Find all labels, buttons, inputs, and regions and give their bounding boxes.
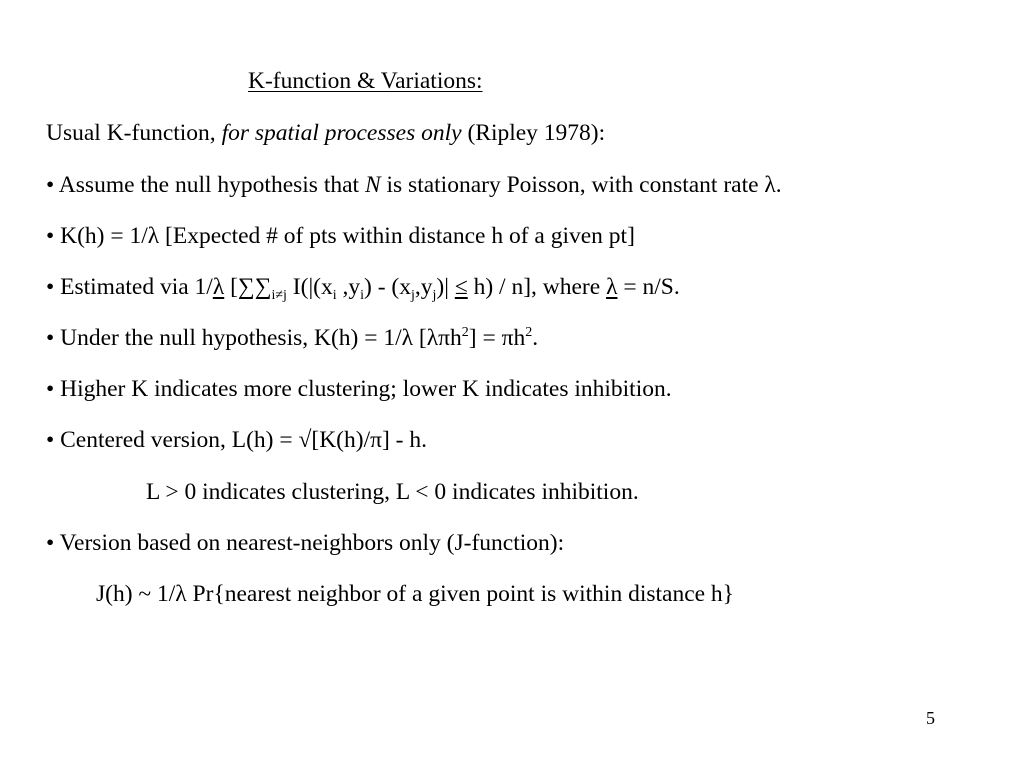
bullet-k-definition [46, 221, 635, 251]
b3-c: I(|(x [286, 274, 333, 300]
b4-c: . [532, 325, 539, 351]
b3-le: ≤ [454, 274, 468, 300]
bullet-nearest-neighbor [46, 528, 564, 558]
bullet1-variable: N [364, 172, 381, 198]
bullet1-suffix: is stationary Poisson, with constant rate λ. [380, 172, 782, 198]
b3-sub-j1: j [411, 288, 415, 303]
title-text: K-function & Variations: [248, 68, 483, 94]
b3-sub-j2: j [432, 288, 437, 303]
page-number: 5 [926, 708, 935, 728]
bullet2-text: • K(h) = 1/λ [Expected # of pts within distance h of a given pt] [46, 223, 635, 249]
centered-version-detail [146, 477, 639, 507]
bullet-estimator [46, 272, 680, 302]
bullet7-text: • Version based on nearest-neighbors only (J-function): [46, 530, 565, 556]
b3-sub-i1: i [332, 288, 337, 303]
bullet7-detail-text: J(h) ~ 1/λ Pr{nearest neighbor of a given point is within distance h} [96, 581, 734, 607]
bullet-centered-version [46, 425, 427, 455]
subtitle-line [46, 118, 605, 148]
bullet5-text: • Higher K indicates more clustering; lower K indicates inhibition. [46, 376, 672, 402]
bullet1-prefix: • Assume the null hypothesis that [46, 172, 365, 198]
b3-d: ,y [336, 274, 361, 300]
bullet-null-result [46, 323, 538, 353]
b3-h: h) / n], where [467, 274, 607, 300]
b4-a: • Under the null hypothesis, K(h) = 1/λ [λπh [46, 325, 462, 351]
b3-e: ) - (x [364, 274, 411, 300]
b3-i: = n/S. [617, 274, 680, 300]
slide-title [46, 66, 483, 96]
b4-sup2: 2 [525, 325, 533, 340]
b4-b: ] = πh [468, 325, 526, 351]
b4-sup1: 2 [461, 325, 469, 340]
subtitle-emphasis: for spatial processes only [221, 120, 462, 146]
b3-lambda-hat-2: λ [606, 274, 618, 300]
bullet-interpretation [46, 374, 672, 404]
b3-g: )| [436, 274, 455, 300]
subtitle-prefix: Usual K-function, [46, 120, 222, 146]
subtitle-suffix: (Ripley 1978): [461, 120, 606, 146]
b3-lambda-hat-1: λ [212, 274, 225, 300]
b3-f: ,y [414, 274, 433, 300]
b3-sub-i2: i [360, 288, 365, 303]
b3-b: [∑∑ [224, 274, 272, 300]
bullet-null-hypothesis [46, 170, 782, 200]
bullet6-detail-text: L > 0 indicates clustering, L < 0 indicates inhibition. [146, 479, 639, 505]
b3-a: • Estimated via 1/ [46, 274, 213, 300]
j-function-detail [96, 579, 734, 609]
b3-sub-ij: i≠j [271, 288, 287, 303]
bullet6-text: • Centered version, L(h) = √[K(h)/π] - h. [46, 427, 428, 453]
